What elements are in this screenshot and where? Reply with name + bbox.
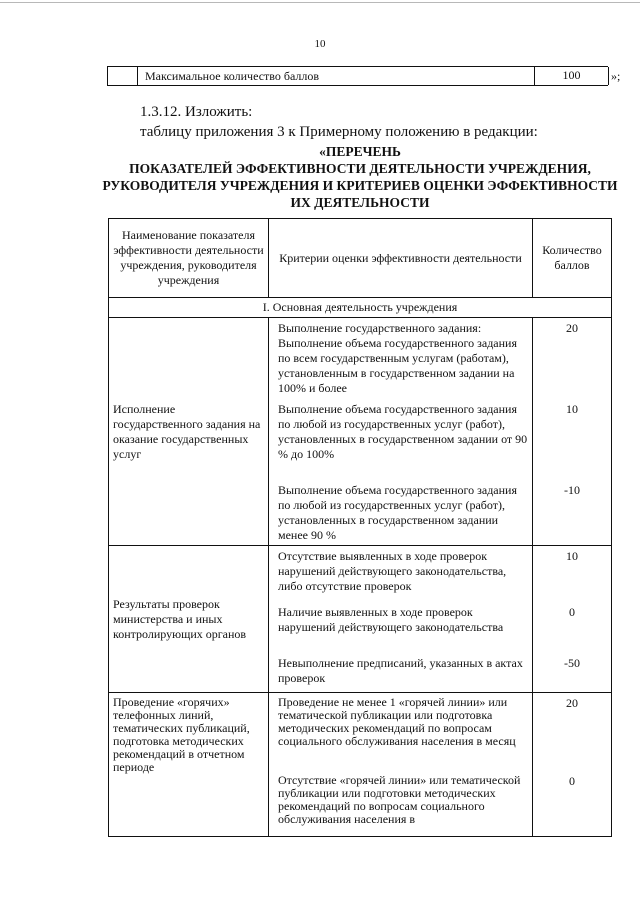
header-criteria: Критерии оценки эффективности деятельности xyxy=(269,219,533,298)
criterion-points: 0 xyxy=(569,605,575,619)
criterion-text: Проведение не менее 1 «горячей линии» или тематической публикации или подготовка методических рекомендаций по вопросам социального обслуживания населения в месяц xyxy=(278,695,516,748)
page-number: 10 xyxy=(314,38,326,50)
criterion-text: Выполнение объема государственного задания по любой из государственных услуг (работ), установленных в государственном задании менее 90 % xyxy=(278,483,517,542)
criterion-points: 20 xyxy=(566,321,578,335)
header-indicator: Наименование показателя эффективности деятельности учреждения, руководителя учреждения xyxy=(109,219,269,298)
criteria-cell xyxy=(269,318,533,546)
table-header-row xyxy=(109,219,612,298)
heading-line: «ПЕРЕЧЕНЬ xyxy=(319,144,401,159)
criterion-text: Наличие выявленных в ходе проверок нарушений действующего законодательства xyxy=(278,605,504,634)
criteria-cell xyxy=(269,693,533,837)
criterion-points: -50 xyxy=(564,656,580,670)
heading-line: ПОКАЗАТЕЛЕЙ ЭФФЕКТИВНОСТИ ДЕЯТЕЛЬНОСТИ УЧРЕЖДЕНИЯ, xyxy=(129,161,591,176)
header-points: Количество баллов xyxy=(533,219,612,298)
criterion-text: Отсутствие «горячей линии» или тематической публикации или подготовки методических рекомендаций по вопросам социального обслуживания населения в xyxy=(278,773,521,826)
indicators-table xyxy=(108,218,612,837)
table-row xyxy=(109,693,612,837)
points-cell xyxy=(533,318,612,546)
previous-table-last-row xyxy=(107,66,608,86)
previous-table-empty-cell xyxy=(107,67,138,85)
criterion-text: Отсутствие выявленных в ходе проверок нарушений действующего законодательства, либо отсутствие проверок xyxy=(278,549,507,593)
heading-line: ИХ ДЕЯТЕЛЬНОСТИ xyxy=(290,195,430,210)
points-cell xyxy=(533,546,612,693)
table-row xyxy=(109,318,612,546)
document-heading xyxy=(95,143,625,211)
table-row xyxy=(109,546,612,693)
criterion-points: 0 xyxy=(569,774,575,788)
heading-line: РУКОВОДИТЕЛЯ УЧРЕЖДЕНИЯ И КРИТЕРИЕВ ОЦЕНКИ ЭФФЕКТИВНОСТИ xyxy=(102,178,618,193)
scan-top-edge xyxy=(0,2,640,3)
indicator-cell: Результаты проверок министерства и иных контролирующих органов xyxy=(109,546,269,693)
indicator-cell: Проведение «горячих» телефонных линий, тематических публикаций, подготовка методических рекомендаций в отчетном периоде xyxy=(109,693,269,837)
criterion-text: Невыполнение предписаний, указанных в актах проверок xyxy=(278,656,523,685)
criterion-points: 20 xyxy=(566,696,578,710)
amendment-text: таблицу приложения 3 к Примерному положению в редакции: xyxy=(140,124,538,140)
criteria-cell xyxy=(269,546,533,693)
section-row xyxy=(109,298,612,318)
max-score-value: 100 xyxy=(534,67,609,85)
criterion-points: 10 xyxy=(566,549,578,563)
criterion-points: 10 xyxy=(566,402,578,416)
points-cell xyxy=(533,693,612,837)
indicator-cell: Исполнение государственного задания на оказание государственных услуг xyxy=(109,318,269,546)
max-score-label: Максимальное количество баллов xyxy=(145,69,320,83)
section-title: I. Основная деятельность учреждения xyxy=(109,298,612,318)
criterion-text: Выполнение государственного задания: Выполнение объема государственного задания по всем государственным услугам (работам), установленным в государственном задании на 100% и более xyxy=(278,321,517,395)
amendment-number: 1.3.12. Изложить: xyxy=(140,104,253,120)
criterion-points: -10 xyxy=(564,483,580,497)
criterion-text: Выполнение объема государственного задания по любой из государственных услуг (работ), установленных в государственном задании от 90 % до 100% xyxy=(278,402,528,461)
closing-quote: »; xyxy=(611,69,621,83)
